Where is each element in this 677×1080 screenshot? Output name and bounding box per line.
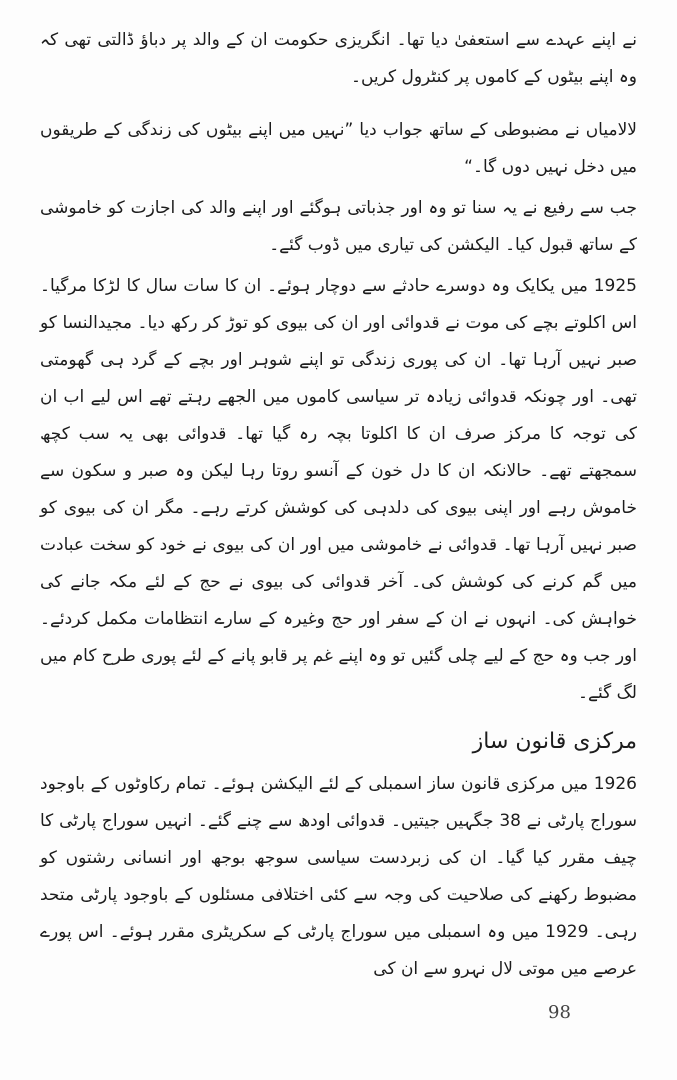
- paragraph-4: 1925 میں یکایک وہ دوسرے حادثے سے دوچار ہوئے۔ ان کا سات سال کا لڑکا مرگیا۔ اس اکلوتے بچے کی موت نے قدوائی اور ان کی بیوی کو توڑ کر رکھ دیا۔ مجیدالنسا کو صبر نہیں آرہا تھا۔ ان کی پوری زندگی تو اپنے شوہر اور بچے کے گرد ہی گھومتی تھی۔ اور چونکہ قدوائی زیادہ تر سیاسی کاموں میں الجھے رہتے تھے اس لیے اب ان کی توجہ کا مرکز صرف ان کا اکلوتا بچہ رہ گیا تھا۔ قدوائی بھی یہ سب کچھ سمجھتے تھے۔ حالانکہ ان کا دل خون کے آنسو روتا رہا لیکن وہ صبر و سکون سے خاموش رہے اور اپنی بیوی کی دلدہی کی کوشش کرتے رہے۔ مگر ان کی بیوی کو صبر نہیں آرہا تھا۔ قدوائی نے خاموشی میں اور ان کی بیوی نے خود کو سخت عبادت میں گم کرنے کی کوشش کی۔ آخر قدوائی کی بیوی نے حج کے لئے مکہ جانے کی خواہش کی۔ انہوں نے ان کے سفر اور حج وغیرہ کے سارے انتظامات مکمل کردئے۔ اور جب وہ حج کے لیے چلی گئیں تو وہ اپنے غم پر قابو پانے کے لئے پوری طرح کام میں لگ گئے۔: [40, 276, 637, 703]
- section-paragraph: 1926 میں مرکزی قانون ساز اسمبلی کے لئے الیکشن ہوئے۔ تمام رکاوٹوں کے باوجود سوراج پارٹی نے 38 جگہیں جیتیں۔ قدوائی اودھ سے چنے گئے۔ انہیں سوراج پارٹی کا چیف مقرر کیا گیا۔ ان کی زبردست سیاسی سوجھ بوجھ اور انسانی رشتوں کو مضبوط رکھنے کی صلاحیت کی وجہ سے کئی اختلافی مسئلوں کے باوجود پارٹی متحد رہی۔ 1929 میں وہ اسمبلی میں سوراج پارٹی کے سکریٹری مقرر ہوئے۔ اس پورے عرصے میں موتی لال نہرو سے ان کی: [40, 774, 638, 979]
- paragraph-2: لالامیاں نے مضبوطی کے ساتھ جواب دیا ”نہیں میں اپنے بیٹوں کی زندگی کے طریقوں میں دخل نہیں دوں گا۔“: [40, 120, 637, 177]
- paragraph-1: نے اپنے عہدے سے استعفیٰ دیا تھا۔ انگریزی حکومت ان کے والد پر دباؤ ڈالتی تھی کہ وہ اپنے بیٹوں کے کاموں پر کنٹرول کریں۔: [40, 30, 637, 87]
- section-heading: مرکزی قانون ساز: [472, 729, 637, 754]
- paragraph-3: جب سے رفیع نے یہ سنا تو وہ اور جذباتی ہوگئے اور اپنے والد کی اجازت کو خاموشی کے ساتھ قبول کیا۔ الیکشن کی تیاری میں ڈوب گئے۔: [40, 198, 637, 255]
- page-number: 98: [548, 1002, 571, 1023]
